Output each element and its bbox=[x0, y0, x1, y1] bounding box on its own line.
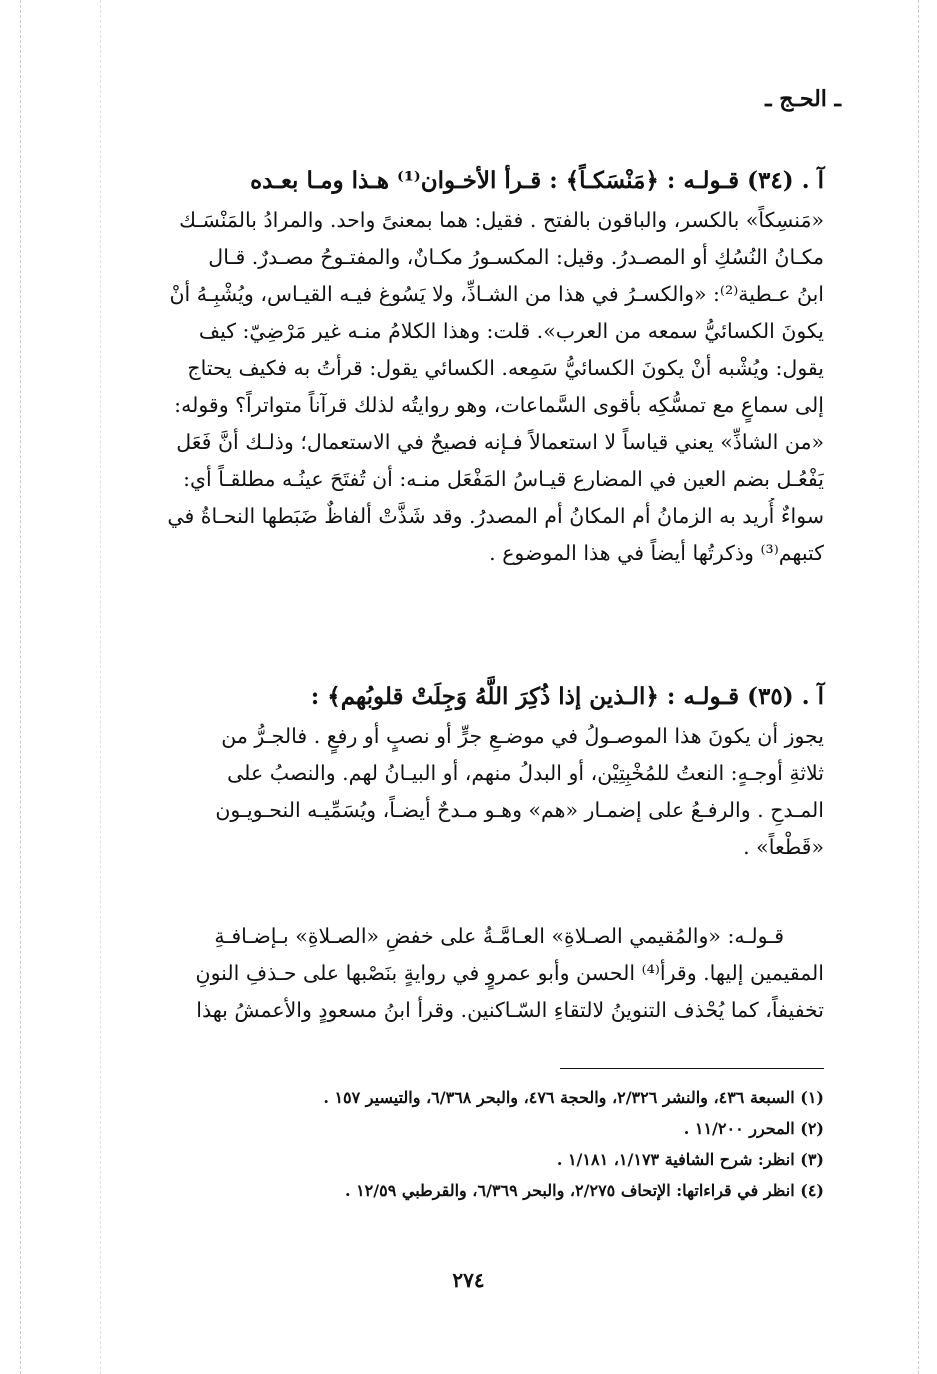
section-35-line-2: ثلاثةِ أوجـهٍ: النعتُ للمُخْبِتِيْن، أو البدلُ منهم، أو البيـانُ لهم. والنصبُ على bbox=[227, 761, 824, 785]
footnote-2: (٢) المحرر ١١/٢٠٠ . bbox=[683, 1119, 824, 1138]
section-34-line-8: يَفْعُـل بضم العين في المضارع قيـاسُ المَفْعَل منـه: أن تُفتَحَ عينُـه مطلقـاً أي: bbox=[183, 467, 824, 491]
footnote-1: (١) السبعة ٤٣٦، والنشر ٢/٣٢٦، والحجة ٤٧٦، والبحر ٦/٣٦٨، والتيسير ١٥٧ . bbox=[323, 1088, 824, 1107]
page-edge-left bbox=[20, 0, 21, 1374]
section-34 bbox=[108, 160, 824, 572]
section-35-line-1: يجوز أن يكونَ هذا الموصـولُ في موضـعِ جرٍّ أو نصبٍ أو رفعٍ . فالجـرُّ من bbox=[221, 724, 824, 748]
section-35-line-4: «قَطْعاً» . bbox=[743, 835, 824, 859]
section-34-heading: آ . (٣٤) قـولـه : ﴿مَنْسَكـاً﴾ : قـرأ الأخـوان⁽¹⁾ هـذا ومـا بعـده bbox=[250, 167, 824, 194]
section-34-line-6: إلى سماعٍ مع تمسُّكِه بأقوى السَّماعات، وهو روايتُه لذلك قرآناً متواتراً؟ وقوله: bbox=[174, 393, 824, 417]
running-head: ـ الحـج ـ bbox=[765, 86, 841, 112]
page-number: ٢٧٤ bbox=[452, 1268, 485, 1292]
footnote-separator bbox=[560, 1068, 824, 1069]
section-36-line-3: تخفيفاً، كما يُحْذف التنوينُ لالتقاءِ السّـاكنين. وقرأ ابنُ مسعودٍ والأعمشُ بهذا bbox=[196, 998, 824, 1022]
footnote-3: (٣) انظر: شرح الشافية ١/١٧٣، ١/١٨١ . bbox=[556, 1150, 824, 1169]
section-36-line-1: قـولـه: «والمُقيمي الصـلاةِ» العـامَّـةُ على خفضِ «الصـلاةِ» بـإضـافـةِ bbox=[214, 924, 784, 948]
page-edge-right bbox=[918, 0, 919, 1374]
section-34-line-5: يقول: ويُشْبه أنْ يكونَ الكسائيُّ سَمِعه. الكسائي يقول: قرأتُ به فكيف يحتاج bbox=[187, 356, 824, 380]
section-34-line-3: ابنُ عـطية⁽²⁾: «والكسـرُ في هذا من الشـاذِّ، ولا يَسُوغ فيـه القيـاس، ويُشْبِـهُ أنْ bbox=[169, 282, 824, 306]
section-34-line-2: مكـانُ النُسُكِ أو المصـدرُ. وقيل: المكسـورُ مكـانٌ، والمفتـوحُ مصـدرٌ. قـال bbox=[208, 245, 824, 269]
footnote-4: (٤) انظر في قراءاتها: الإتحاف ٢/٢٧٥، والبحر ٦/٣٦٩، والقرطبي ١٢/٥٩ . bbox=[344, 1181, 824, 1200]
page-fold-line bbox=[100, 0, 101, 1374]
section-35 bbox=[108, 676, 824, 866]
section-35-heading: آ . (٣٥) قـولـه : ﴿الـذين إذا ذُكِرَ اللَّهُ وَجِلَتْ قلوبُهم﴾ : bbox=[310, 683, 824, 710]
section-34-line-10: كتبهم⁽³⁾ وذكرتُها أيضاً في هذا الموضوع . bbox=[489, 541, 824, 565]
section-35-line-3: المـدحِ . والرفـعُ على إضمـار «هم» وهـو مـدحٌ أيضـاً، ويُسَمِّيـه النحـويـون bbox=[215, 798, 824, 822]
section-34-line-7: «من الشاذِّ» يعني قياساً لا استعمالاً فـإنه فصيحٌ في الاستعمال؛ وذلـك أنَّ فَعَل bbox=[176, 430, 824, 454]
footnotes bbox=[108, 1082, 824, 1206]
section-34-line-9: سواءٌ أُريد به الزمانُ أم المكانُ أم المصدرُ. وقد شَذَّتْ ألفاظٌ ضَبَطها النحـاةُ في bbox=[167, 504, 824, 528]
section-34-line-1: «مَنسِكاً» بالكسر، والباقون بالفتح . فقيل: هما بمعنىً واحد. والمرادُ بالمَنْسَـك bbox=[179, 208, 824, 232]
section-34-line-4: يكونَ الكسائيُّ سمعه من العرب». قلت: وهذا الكلامُ منـه غير مَرْضِيّ: كيف bbox=[198, 319, 824, 343]
section-36-line-2: المقيمين إليها. وقرأ⁽⁴⁾ الحسن وأبو عمروٍ في روايةٍ بنَصْبها على حـذفِ النونِ bbox=[195, 961, 824, 985]
section-36 bbox=[108, 918, 824, 1029]
